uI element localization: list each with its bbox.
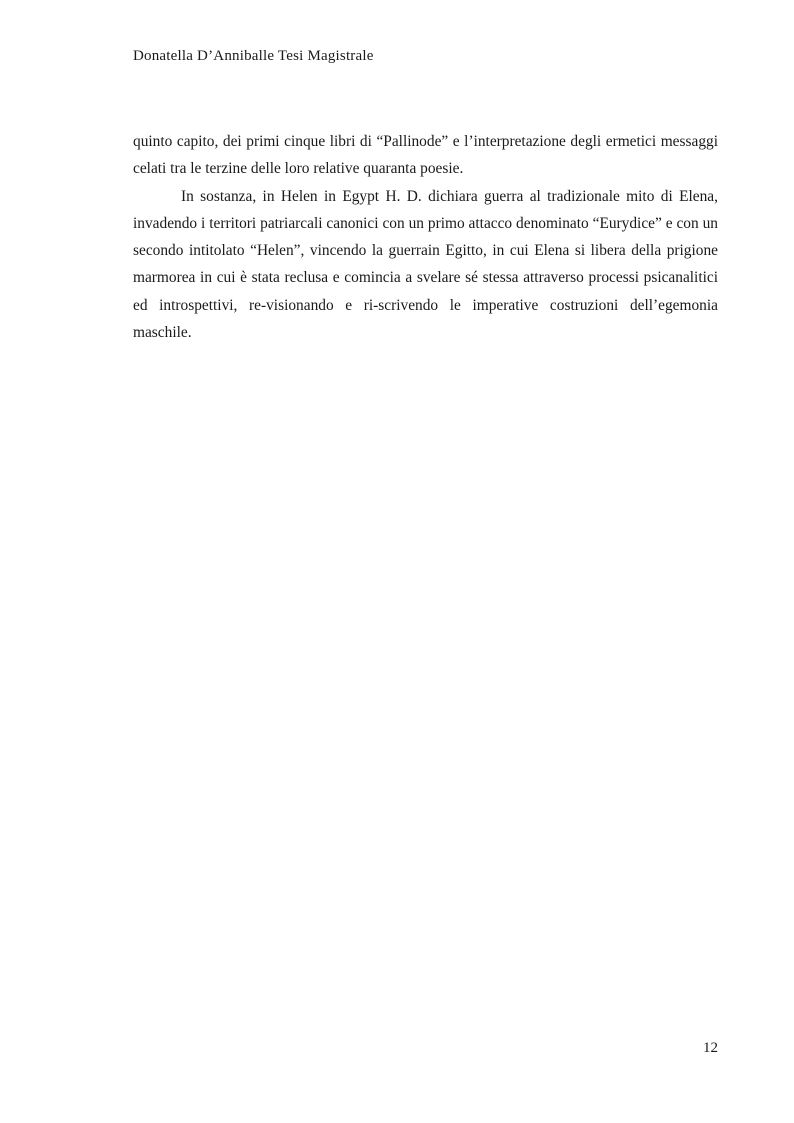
paragraph-helen-in-egypt: In sostanza, in Helen in Egypt H. D. dichiara guerra al tradizionale mito di Elena, invadendo i territori patriarcali canonici con un primo attacco denominato “Eurydice” e con un secondo intitolato “Helen”, vincendo la guerrain Egitto, in cui Elena si libera della prigione marmorea in cui è stata reclusa e comincia a svelare sé stessa attraverso processi psicanalitici ed introspettivi, re-visionando e ri-scrivendo le imperative costruzioni dell’egemonia maschile.: [133, 187, 718, 342]
paragraph-continuation: quinto capito, dei primi cinque libri di “Pallinode” e l’interpretazione degli ermetici messaggi celati tra le terzine delle loro relative quaranta poesie.: [133, 133, 718, 178]
body-text: [133, 128, 718, 346]
page-number: 12: [703, 1040, 718, 1056]
running-header: Donatella D’Anniballe Tesi Magistrale: [133, 48, 374, 64]
